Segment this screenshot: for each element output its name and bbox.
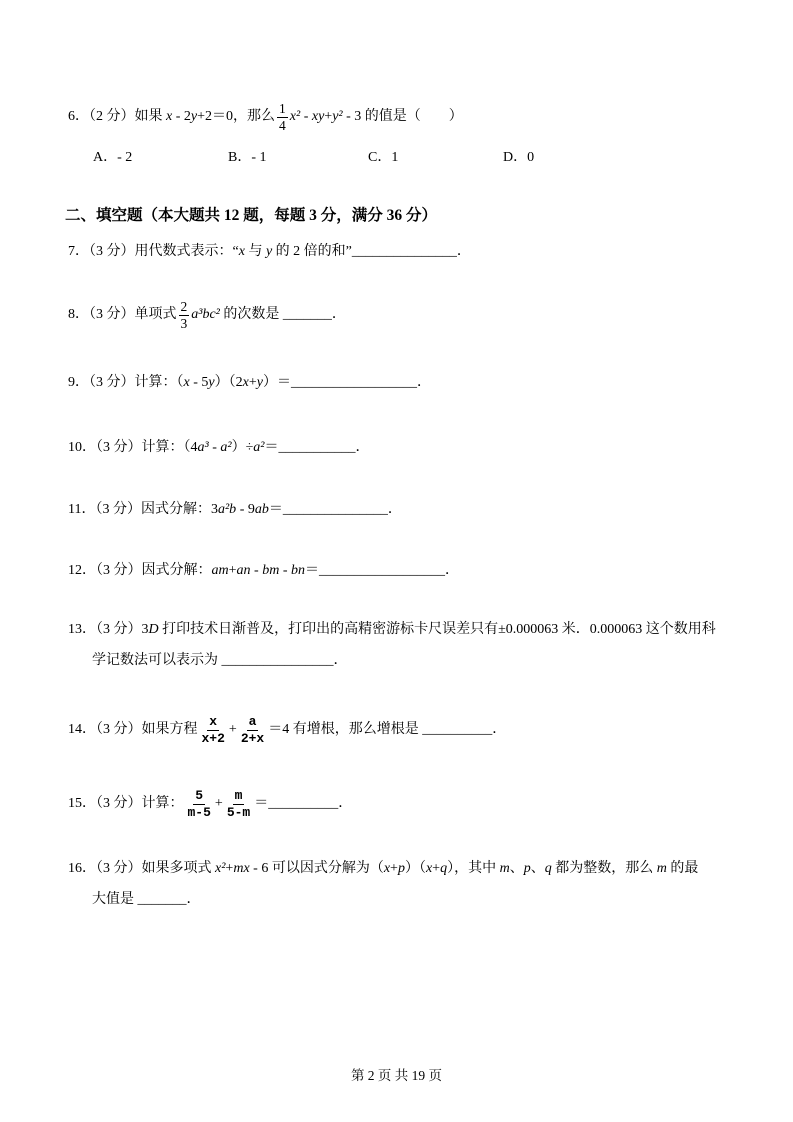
- fraction: $\frac{1}{4}$: [279, 100, 286, 133]
- text-segment: 大值是: [92, 892, 138, 908]
- text-segment: ab: [254, 502, 269, 518]
- text-segment: ），其中: [447, 861, 500, 877]
- text-segment: x: [238, 244, 245, 260]
- fraction: $\frac{5}{m-5}$: [187, 787, 211, 820]
- text-segment: ．: [338, 796, 353, 812]
- text-segment: 与: [244, 244, 266, 260]
- answer-blank: __________________: [319, 563, 445, 579]
- text-segment: 、: [509, 861, 524, 877]
- text-segment: ．: [333, 653, 348, 669]
- text-segment: p: [523, 861, 531, 877]
- question-13-line-2: [92, 650, 348, 672]
- text-segment: 11．（3 分）因式分解：3: [68, 502, 218, 518]
- text-segment: +: [248, 375, 257, 391]
- text-segment: 6．（2 分）如果: [68, 109, 166, 125]
- text-segment: m: [499, 861, 510, 877]
- text-segment: +: [228, 722, 237, 738]
- text-segment: am: [211, 563, 229, 579]
- text-segment: x: [166, 109, 173, 125]
- text-segment: ．: [492, 722, 507, 738]
- answer-blank: ___________: [278, 440, 356, 456]
- text-segment: ．: [456, 244, 471, 260]
- question-12-text: [68, 560, 459, 582]
- text-segment: - 2: [172, 109, 191, 125]
- text-segment: ＝: [254, 796, 269, 812]
- text-segment: 8．（3 分）单项式: [68, 307, 177, 323]
- text-segment: ）（: [404, 861, 426, 877]
- text-segment: 9．（3 分）计算：（: [68, 375, 184, 391]
- text-segment: -: [279, 563, 291, 579]
- text-segment: ）÷: [231, 440, 254, 456]
- text-segment: x: [425, 861, 433, 877]
- text-segment: - 5: [189, 375, 209, 391]
- text-segment: x: [383, 861, 391, 877]
- text-segment: 、: [530, 861, 545, 877]
- question-7-text: [68, 241, 471, 263]
- text-segment: x²: [215, 861, 226, 877]
- text-segment: -: [300, 109, 312, 125]
- question-6-text: [68, 95, 463, 139]
- text-segment: - 6 可以因式分解为（: [249, 861, 384, 877]
- fraction: $\frac{2}{3}$: [180, 298, 188, 331]
- text-segment: y: [190, 109, 198, 125]
- option-c: C．1: [368, 150, 399, 165]
- text-segment: 14．（3 分）如果方程: [68, 722, 198, 738]
- text-segment: 都为整数，那么: [551, 861, 657, 877]
- text-segment: - 3 的值是（ ）: [342, 109, 463, 125]
- text-segment: q: [440, 861, 448, 877]
- question-16-line-1: [68, 858, 698, 880]
- answer-blank: _______________: [282, 502, 388, 518]
- text-segment: +: [228, 563, 237, 579]
- question-11-text: [68, 499, 402, 521]
- page-number-footer: 第 2 页 共 19 页: [350, 1068, 443, 1083]
- text-segment: +: [225, 861, 234, 877]
- answer-blank: ________________: [221, 653, 334, 669]
- text-segment: a³bc²: [191, 307, 220, 323]
- text-segment: 的最: [666, 861, 699, 877]
- text-segment: q: [544, 861, 552, 877]
- text-segment: 的 2 倍的和”: [272, 244, 352, 260]
- question-14-text: [68, 708, 506, 752]
- text-segment: y: [208, 375, 215, 391]
- text-segment: y²: [332, 109, 343, 125]
- text-segment: ＝: [305, 563, 319, 579]
- text-segment: bm: [262, 563, 280, 579]
- answer-blank: _______: [137, 892, 187, 908]
- text-segment: ）（2: [214, 375, 243, 391]
- text-segment: ．: [331, 307, 346, 323]
- question-15-text: [68, 782, 352, 826]
- text-segment: 打印技术日渐普及，打印出的高精密游标卡尺误差只有±0.000063 米．0.000063 这个数用科: [158, 622, 716, 638]
- text-segment: xy: [311, 109, 325, 125]
- text-segment: ．: [445, 563, 459, 579]
- question-13-line-1: [68, 619, 716, 641]
- answer-blank: _______________: [351, 244, 457, 260]
- text-segment: +: [390, 861, 398, 877]
- fraction: $\frac{x}{x+2}$: [201, 713, 225, 746]
- text-segment: ．: [186, 892, 201, 908]
- text-segment: 学记数法可以表示为: [92, 653, 222, 669]
- question-10-text: [68, 437, 369, 459]
- text-segment: +: [324, 109, 333, 125]
- text-segment: 的次数是: [219, 307, 283, 323]
- text-segment: +: [214, 796, 223, 812]
- text-segment: 15．（3 分）计算：: [68, 796, 184, 812]
- option-a: A．- 2: [93, 150, 133, 165]
- text-segment: 16．（3 分）如果多项式: [68, 861, 215, 877]
- text-segment: mx: [233, 861, 250, 877]
- text-segment: m: [656, 861, 667, 877]
- section-2-header: 二、填空题（本大题共 12 题，每题 3 分，满分 36 分）: [65, 207, 438, 224]
- text-segment: 7．（3 分）用代数式表示：“: [68, 244, 239, 260]
- text-segment: +2＝0，那么: [197, 109, 276, 125]
- text-segment: an: [236, 563, 251, 579]
- fraction: $\frac{m}{5-m}$: [226, 787, 251, 820]
- text-segment: ＝4 有增根，那么增根是: [268, 722, 423, 738]
- text-segment: ．: [387, 502, 402, 518]
- text-segment: a²b: [217, 502, 237, 518]
- answer-blank: __________: [268, 796, 339, 812]
- question-9-text: [68, 372, 431, 394]
- text-segment: ＝: [268, 502, 283, 518]
- text-segment: bn: [291, 563, 305, 579]
- text-segment: ）＝: [262, 375, 291, 391]
- answer-blank: __________: [422, 722, 493, 738]
- text-segment: x: [242, 375, 249, 391]
- text-segment: 12．（3 分）因式分解：: [68, 563, 212, 579]
- question-8-text: [68, 293, 346, 337]
- text-segment: -: [250, 563, 263, 579]
- text-segment: a³: [197, 440, 209, 456]
- option-d: D．0: [503, 150, 535, 165]
- text-segment: ．: [416, 375, 431, 391]
- text-segment: - 9: [236, 502, 255, 518]
- text-segment: y: [265, 244, 273, 260]
- answer-blank: _______: [282, 307, 332, 323]
- text-segment: 10．（3 分）计算：（4: [68, 440, 198, 456]
- text-segment: y: [256, 375, 263, 391]
- answer-blank: __________________: [290, 375, 417, 391]
- text-segment: 13．（3 分）3: [68, 622, 149, 638]
- text-segment: p: [397, 861, 405, 877]
- fraction: $\frac{a}{2+x}$: [240, 713, 265, 746]
- text-segment: ＝: [264, 440, 279, 456]
- text-segment: ．: [355, 440, 370, 456]
- option-b: B．- 1: [228, 150, 267, 165]
- text-segment: D: [148, 622, 159, 638]
- text-segment: a²: [220, 440, 232, 456]
- text-segment: x²: [289, 109, 301, 125]
- question-16-line-2: [92, 889, 201, 911]
- text-segment: a²: [253, 440, 265, 456]
- text-segment: x: [183, 375, 190, 391]
- text-segment: -: [208, 440, 221, 456]
- text-segment: +: [432, 861, 441, 877]
